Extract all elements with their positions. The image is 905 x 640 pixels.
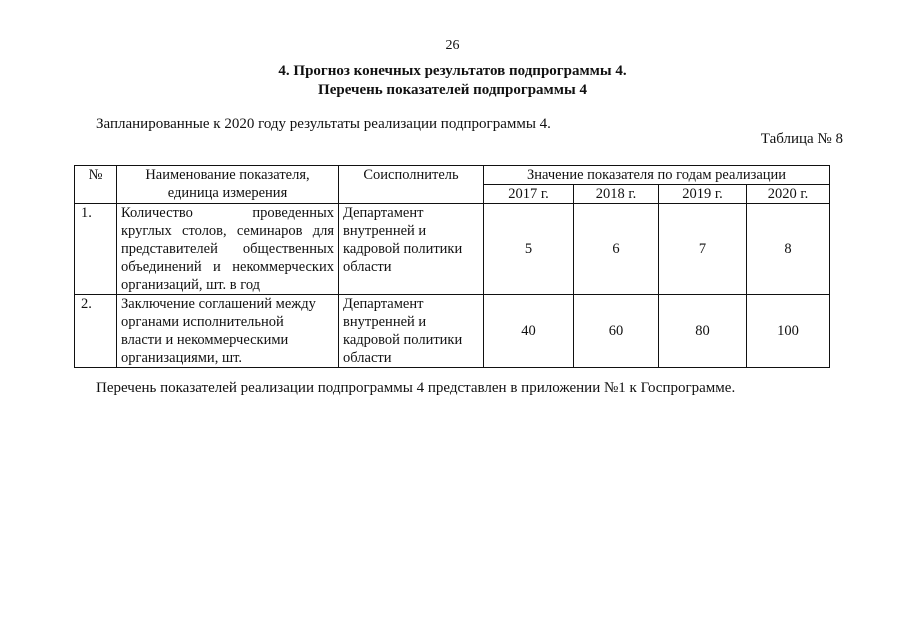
indicator-name-line: организациями, шт. — [121, 350, 242, 366]
value-2017: 40 — [484, 295, 574, 368]
value-2019: 7 — [659, 204, 747, 295]
header-values-group: Значение показателя по годам реализации — [484, 166, 830, 185]
header-name-line-1: Наименование показателя, — [145, 167, 310, 183]
indicator-name-line: представителей общественных — [121, 241, 334, 257]
coexecutor-line: внутренней и — [343, 314, 427, 330]
indicator-name-line: Количество проведенных — [121, 205, 334, 221]
coexecutor-line: Департамент — [343, 205, 424, 221]
value-2017: 5 — [484, 204, 574, 295]
heading-line-1: 4. Прогноз конечных результатов подпрограммы 4. — [278, 63, 627, 79]
header-year-2019: 2019 г. — [659, 185, 747, 204]
coexecutor-line: кадровой политики — [343, 332, 463, 348]
indicator-name — [117, 295, 339, 368]
header-year-2020: 2020 г. — [747, 185, 830, 204]
footer-paragraph: Перечень показателей реализации подпрограммы 4 представлен в приложении №1 к Госпрограмме. — [96, 380, 736, 396]
indicator-name-line: органами исполнительной — [121, 314, 284, 330]
indicator-name — [117, 204, 339, 295]
indicator-name-line: круглых столов, семинаров для — [121, 223, 334, 239]
header-year-2017: 2017 г. — [484, 185, 574, 204]
row-number: 2. — [75, 295, 117, 368]
coexecutor-line: области — [343, 350, 392, 366]
coexecutor — [339, 295, 484, 368]
table-row — [75, 295, 830, 368]
intro-paragraph: Запланированные к 2020 году результаты реализации подпрограммы 4. — [96, 116, 551, 132]
indicators-table — [74, 165, 830, 368]
header-indicator-name — [117, 166, 339, 204]
value-2018: 60 — [574, 295, 659, 368]
header-coexecutor: Соисполнитель — [339, 166, 484, 204]
value-2020: 8 — [747, 204, 830, 295]
row-number: 1. — [75, 204, 117, 295]
coexecutor-line: области — [343, 259, 392, 275]
header-name-line-2: единица измерения — [167, 185, 288, 201]
indicator-name-line: объединений и некоммерческих — [121, 259, 334, 275]
value-2018: 6 — [574, 204, 659, 295]
coexecutor-line: Департамент — [343, 296, 424, 312]
page-number: 26 — [445, 38, 460, 53]
section-heading — [0, 62, 905, 100]
coexecutor-line: внутренней и — [343, 223, 427, 239]
indicator-name-line: организаций, шт. в год — [121, 277, 261, 293]
coexecutor-line: кадровой политики — [343, 241, 463, 257]
coexecutor — [339, 204, 484, 295]
value-2020: 100 — [747, 295, 830, 368]
header-year-2018: 2018 г. — [574, 185, 659, 204]
value-2019: 80 — [659, 295, 747, 368]
indicator-name-line: Заключение соглашений между — [121, 296, 316, 312]
table-row — [75, 204, 830, 295]
header-num: № — [75, 166, 117, 204]
table-label: Таблица № 8 — [760, 131, 843, 147]
heading-line-2: Перечень показателей подпрограммы 4 — [318, 82, 587, 98]
indicator-name-line: власти и некоммерческими — [121, 332, 289, 348]
